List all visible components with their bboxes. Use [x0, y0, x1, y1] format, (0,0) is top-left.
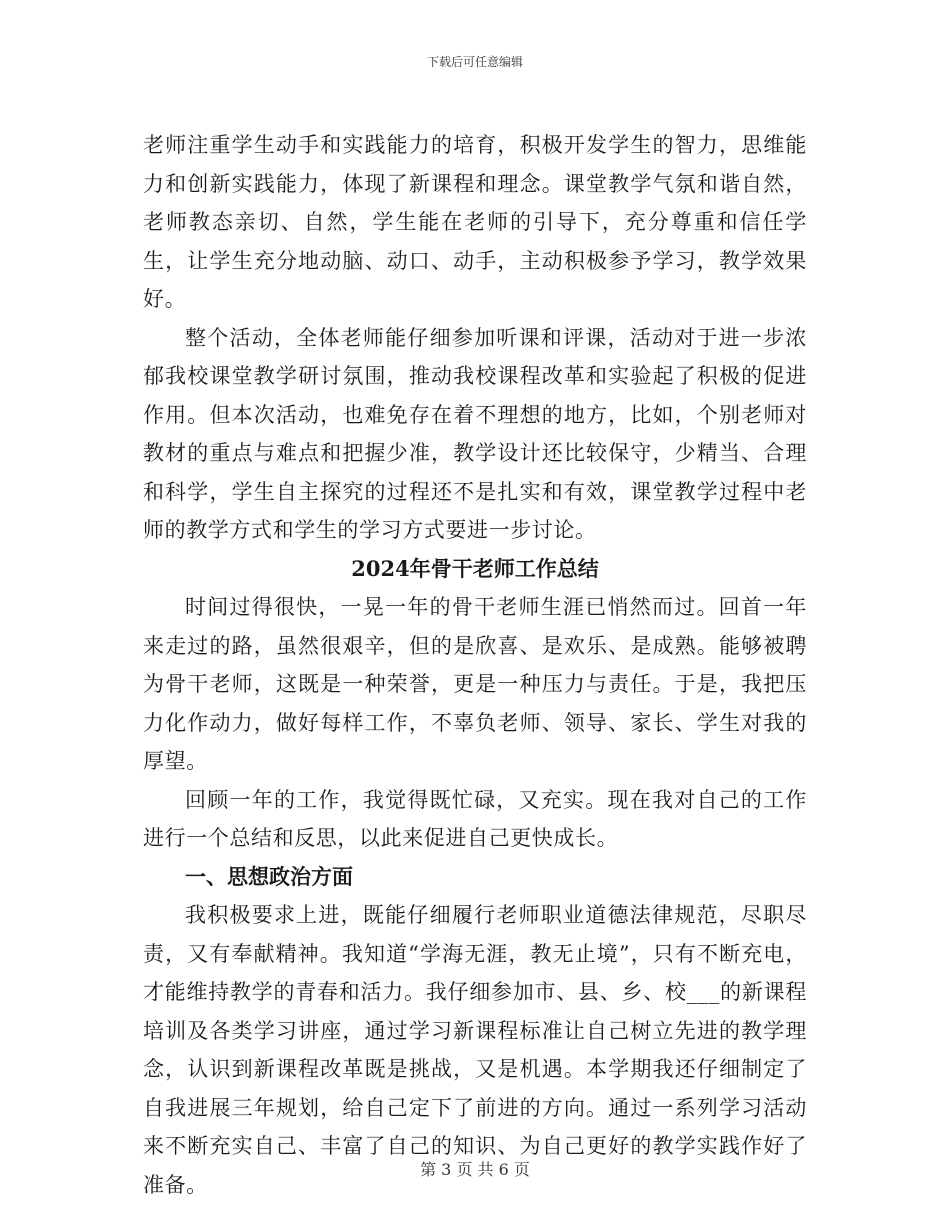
- page-header: 下载后可任意编辑: [426, 55, 523, 69]
- paragraph-continued: 老师注重学生动手和实践能力的培育，积极开发学生的智力，思维能力和创新实践能力，体现了新课程和理念。课堂教学气氛和谐自然，老师教态亲切、自然，学生能在老师的引导下，充分尊重和信任学生，让学生充分地动脑、动口、动手，主动积极参予学习，教学效果好。: [143, 133, 807, 311]
- paragraph-intro: 时间过得很快，一晃一年的骨干老师生涯已悄然而过。回首一年来走过的路，虽然很艰辛，但的是欣喜、是欢乐、是成熟。能够被聘为骨干老师，这既是一种荣誉，更是一种压力与责任。于是，我把压力化作动力，做好每样工作，不辜负老师、领导、家长、学生对我的厚望。: [143, 595, 807, 773]
- document-body: [143, 126, 807, 1204]
- document-title: 2024年骨干老师工作总结: [351, 555, 599, 581]
- section-heading-political: 一、思想政治方面: [185, 863, 353, 889]
- paragraph-political: 我积极要求上进，既能仔细履行老师职业道德法律规范，尽职尽责，又有奉献精神。我知道“学海无涯，教无止境”，只有不断充电，才能维持教学的青春和活力。我仔细参加市、县、乡、校___的新课程培训及各类学习讲座，通过学习新课程标准让自己树立先进的教学理念，认识到新课程改革既是挑战，又是机遇。本学期我还仔细制定了自我进展三年规划，给自己定下了前进的方向。通过一系列学习活动来不断充实自己、丰富了自己的知识、为自己更好的教学实践作好了准备。: [143, 903, 807, 1197]
- paragraph-activity-review: 整个活动，全体老师能仔细参加听课和评课，活动对于进一步浓郁我校课堂教学研讨氛围，推动我校课程改革和实验起了积极的促进作用。但本次活动，也难免存在着不理想的地方，比如，个别老师对教材的重点与难点和把握少准，教学设计还比较保守，少精当、合理和科学，学生自主探究的过程还不是扎实和有效，课堂教学过程中老师的教学方式和学生的学习方式要进一步讨论。: [143, 325, 807, 542]
- paragraph-review: 回顾一年的工作，我觉得既忙碌，又充实。现在我对自己的工作进行一个总结和反思，以此来促进自己更快成长。: [143, 787, 807, 850]
- page-footer: 第 3 页 共 6 页: [420, 1160, 530, 1179]
